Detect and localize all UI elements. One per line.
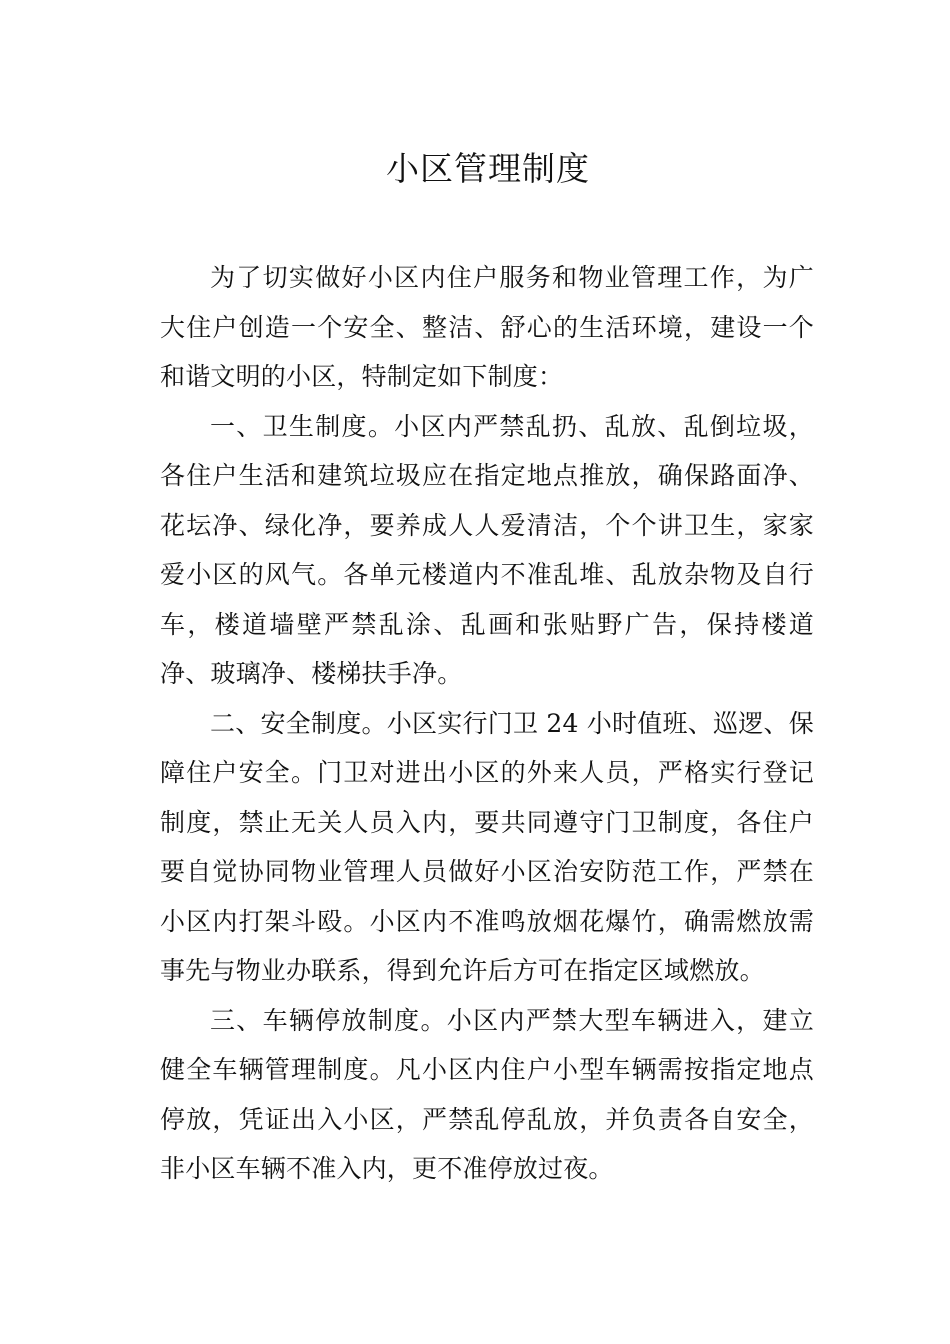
intro-paragraph: 为了切实做好小区内住户服务和物业管理工作，为广大住户创造一个安全、整洁、舒心的生活环境，建设一个和谐文明的小区，特制定如下制度： — [160, 263, 814, 391]
section-heading: 一、卫生制度 — [210, 411, 368, 441]
section-text: 。小区实行门卫 24 小时值班、巡逻、保障住户安全。门卫对进出小区的外来人员，严格实行登记制度，禁止无关人员入内，要共同遵守门卫制度，各住户要自觉协同物业管理人员做好小区治安防范工作，严禁在小区内打架斗殴。小区内不准鸣放烟花爆竹，确需燃放需事先与物业办联系，得到允许后方可在指定区域燃放。 — [160, 708, 814, 985]
page-title: 小区管理制度 — [386, 149, 590, 188]
section-heading: 二、安全制度 — [210, 708, 362, 738]
document-body — [160, 253, 814, 1194]
section-text: 。小区内严禁乱扔、乱放、乱倒垃圾，各住户生活和建筑垃圾应在指定地点推放，确保路面净、花坛净、绿化净，要养成人人爱清洁，个个讲卫生，家家爱小区的风气。各单元楼道内不准乱堆、乱放杂物及自行车，楼道墙壁严禁乱涂、乱画和张贴野广告，保持楼道净、玻璃净、楼梯扶手净。 — [160, 411, 814, 688]
section-text: 。小区内严禁大型车辆进入，建立健全车辆管理制度。凡小区内住户小型车辆需按指定地点停放，凭证出入小区，严禁乱停乱放，并负责各自安全，非小区车辆不准入内，更不准停放过夜。 — [160, 1005, 814, 1183]
section-sanitation — [160, 402, 814, 699]
section-safety — [160, 699, 814, 996]
section-heading: 三、车辆停放制度 — [210, 1005, 421, 1035]
section-parking — [160, 996, 814, 1194]
